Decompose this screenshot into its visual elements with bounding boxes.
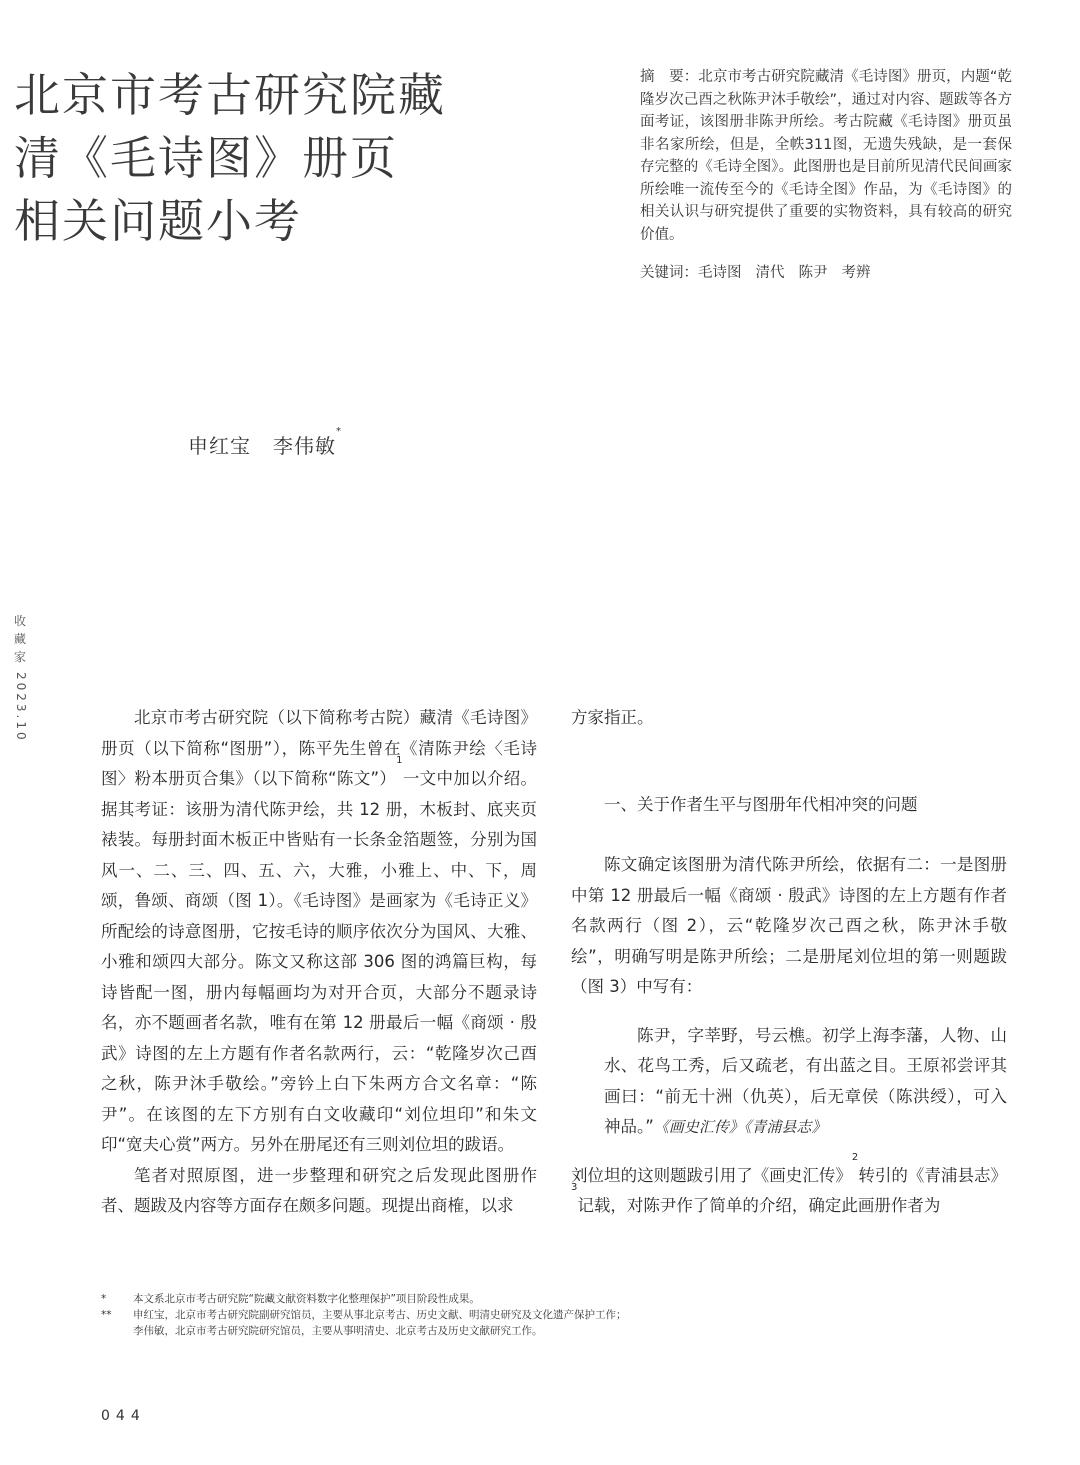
body-paragraph — [571, 1151, 1008, 1222]
article-title — [14, 64, 574, 253]
keyword-item: 毛诗图 — [698, 265, 742, 281]
keyword-item: 清代 — [755, 265, 785, 281]
footnote-mark — [101, 1323, 133, 1339]
abstract: 摘 要：北京市考古研究院藏清《毛诗图》册页，内题“乾隆岁次己酉之秋陈尹沐手敬绘”，通过对内容、题跋等各方面考证，该图册非陈尹所绘。考古院藏《毛诗图》册页虽非名家所绘，但是，全帙311图，无遗失残缺，是一套保存完整的《毛诗全图》。此图册也是目前所见清代民间画家所绘唯一流传至今的《毛诗全图》作品，为《毛诗图》的相关认识与研究提供了重要的实物资料，具有较高的研究价值。 — [640, 69, 1012, 243]
author-name: 李伟敏 — [273, 434, 336, 458]
footnote-ref: 3 — [571, 1182, 578, 1193]
footnote — [101, 1307, 1001, 1323]
journal-sidebar — [11, 612, 29, 743]
paragraph-text: 刘位坦的这则题跋引用了《画史汇传》 — [571, 1165, 852, 1185]
journal-name-char: 藏 — [13, 632, 26, 646]
keyword-item: 考辨 — [841, 265, 871, 281]
body-paragraph: 方家指正。 — [571, 708, 654, 727]
paragraph-text: 一文中加以介绍。据其考证：该册为清代陈尹绘，共 12 册，木板封、底夹页裱装。每册封面木板正中皆贴有一长条金箔题签，分别为国风一、二、三、四、五、六，大雅，小雅上、中、下，周颂，鲁颂、商颂（图 1）。《毛诗图》是画家为《毛诗正义》所配绘的诗意图册，它按毛诗的顺序依次分为国风、大雅、小雅和颂四大部分。陈文又称这部 306 图的鸿篇巨构，每诗皆配一图，册内每幅画均为对开合页，大部分不题录诗名，亦不题画者名款，唯有在第 12 册最后一幅《商颂 · 殷武》诗图的左上方题有作者名款两行，云：“乾隆岁次己酉之秋，陈尹沐手敬绘。”旁钤上白下朱两方合文名章：“陈尹”。在该图的左下方别有白文收藏印“刘位坦印”和朱文印“宽夫心赏”两方。另外在册尾还有三则刘位坦的跋语。 — [101, 769, 537, 1154]
author-name: 申红宝 — [188, 434, 251, 458]
body-column-left — [101, 703, 537, 1222]
quote-text: 陈尹，字莘野，号云樵。初学上海李藩，人物、山水、花鸟工秀，后又疏老，有出蓝之目。王原祁尝评其画曰：“前无十洲（仇英），后无章侯（陈洪绶），可入神品。” — [604, 1025, 1007, 1136]
section-heading: 一、关于作者生平与图册年代相冲突的问题 — [604, 794, 918, 814]
title-line-1: 北京市考古研究院藏 — [14, 68, 446, 122]
keyword-item: 陈尹 — [798, 265, 828, 281]
authors — [188, 426, 342, 459]
footnote-mark: ** — [101, 1309, 112, 1321]
footnote-mark: * — [101, 1293, 107, 1305]
body-paragraph: 陈文确定该图册为清代陈尹所绘，依据有二：一是图册中第 12 册最后一幅《商颂 · 殷武》诗图的左上方题有作者名款两行（图 2），云“乾隆岁次己酉之秋，陈尹沐手敬绘”，明确写明是陈尹所绘；二是册尾刘位坦的第一则题跋（图 3）中写有： — [571, 855, 1007, 996]
body-paragraph: 笔者对照原图，进一步整理和研究之后发现此图册作者、题跋及内容等方面存在颇多问题。现提出商榷，以求 — [101, 1165, 537, 1215]
body-column-right — [571, 703, 1007, 1222]
paragraph-text: 记载，对陈尹作了简单的介绍，确定此画册作者为 — [577, 1196, 941, 1215]
keywords-label: 关键词： — [640, 265, 698, 281]
footnote-ref: 2 — [851, 1151, 859, 1163]
block-quote — [571, 1021, 1007, 1143]
title-line-3: 相关问题小考 — [14, 194, 302, 248]
footnote — [101, 1323, 1001, 1339]
journal-name-char: 收 — [13, 614, 26, 628]
footnotes — [101, 1291, 1001, 1339]
author-footnote-mark: * — [336, 426, 342, 437]
footnote-text: 本文系北京市考古研究院“院藏文献资料数字化整理保护”项目阶段性成果。 — [133, 1293, 480, 1305]
body-paragraph — [101, 703, 537, 1161]
keywords — [640, 262, 1012, 284]
journal-name-char: 家 — [13, 650, 26, 664]
title-line-2: 清《毛诗图》册页 — [14, 131, 398, 185]
page-number: 044 — [101, 1408, 146, 1424]
footnote-ref: 1 — [396, 755, 403, 766]
footnote-text: 李伟敏，北京市考古研究院研究馆员，主要从事明清史、北京考古及历史文献研究工作。 — [133, 1325, 543, 1337]
journal-issue: 2023.10 — [14, 672, 28, 743]
paragraph-text: 北京市考古研究院（以下简称考古院）藏清《毛诗图》册页（以下简称“图册”），陈平先生曾在《清陈尹绘〈毛诗图〉粉本册页合集》（以下简称“陈文”） — [101, 708, 537, 788]
footnote-text: 申红宝，北京市考古研究院副研究馆员，主要从事北京考古、历史文献、明清史研究及文化遗产保护工作； — [133, 1309, 627, 1321]
paragraph-text: 转引的《青浦县志》 — [858, 1165, 1008, 1185]
footnote — [101, 1291, 1001, 1307]
quote-source: 《画史汇传》《青浦县志》 — [653, 1118, 827, 1136]
